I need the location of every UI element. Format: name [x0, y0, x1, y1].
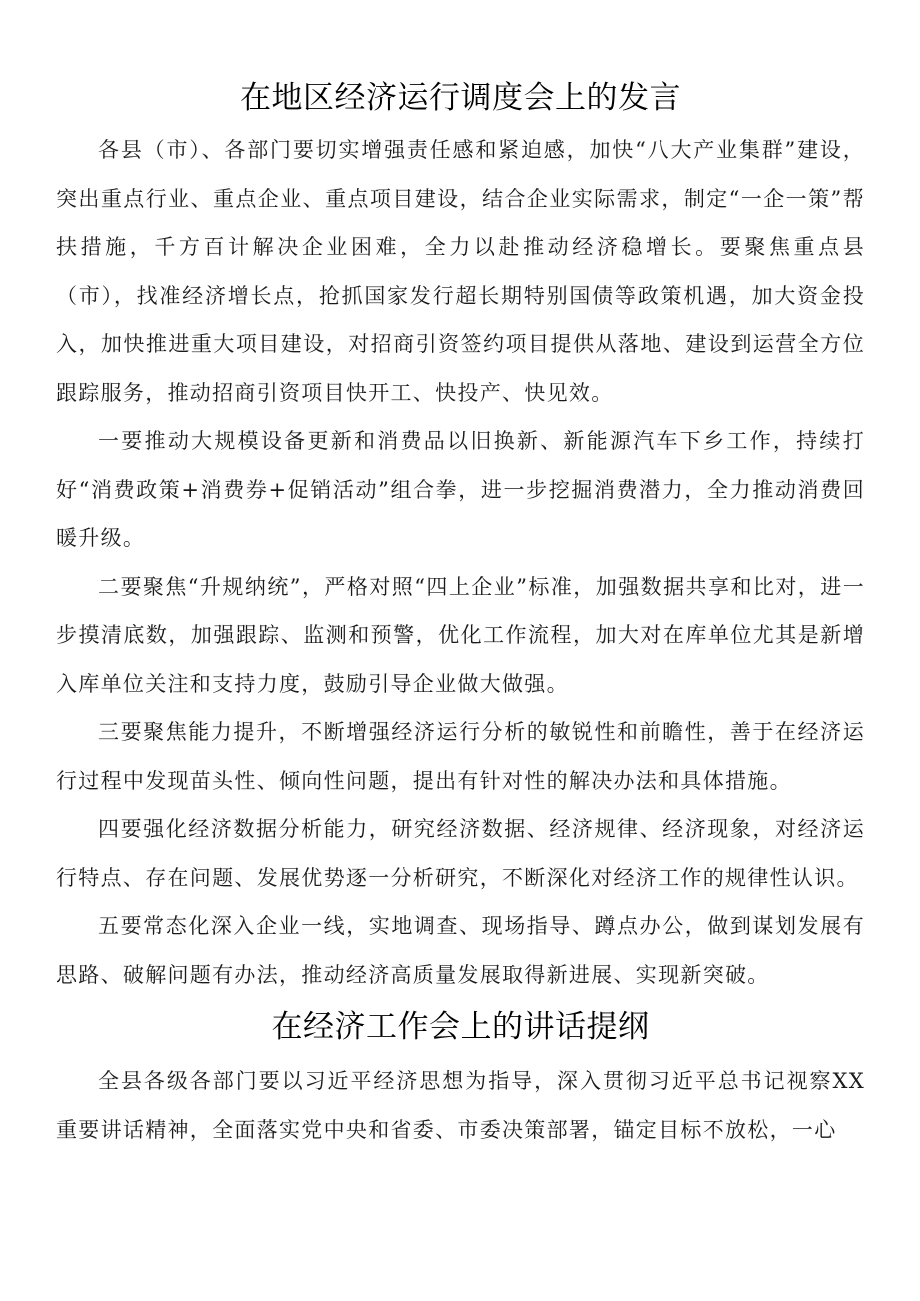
paragraph: 四要强化经济数据分析能力，研究经济数据、经济规律、经济现象，对经济运行特点、存在问题、发展优势逐一分析研究，不断深化对经济工作的规律性认识。	[56, 817, 865, 890]
paragraph: 三要聚焦能力提升，不断增强经济运行分析的敏锐性和前瞻性，善于在经济运行过程中发现苗头性、倾向性问题，提出有针对性的解决办法和具体措施。	[56, 720, 865, 793]
paragraph: 各县（市）、各部门要切实增强责任感和紧迫感，加快“八大产业集群”建设，突出重点行业、重点企业、重点项目建设，结合企业实际需求，制定“一企一策”帮扶措施，千方百计解决企业困难，全力以赴推动经济稳增长。要聚焦重点县（市），找准经济增长点，抢抓国家发行超长期特别国债等政策机遇，加大资金投入，加快推进重大项目建设，对招商引资签约项目提供从落地、建设到运营全方位跟踪服务，推动招商引资项目快开工、快投产、快见效。	[56, 138, 865, 405]
paragraph: 二要聚焦“升规纳统”，严格对照“四上企业”标准，加强数据共享和比对，进一步摸清底数，加强跟踪、监测和预警，优化工作流程，加大对在库单位尤其是新增入库单位关注和支持力度，鼓励引导企业做大做强。	[56, 574, 865, 696]
paragraph: 一要推动大规模设备更新和消费品以旧换新、新能源汽车下乡工作，持续打好“消费政策+消费券+促销活动”组合拳，进一步挖掘消费潜力，全力推动消费回暖升级。	[56, 429, 865, 550]
paragraph: 五要常态化深入企业一线，实地调查、现场指导、蹲点办公，做到谋划发展有思路、破解问题有办法，推动经济高质量发展取得新进展、实现新突破。	[56, 914, 865, 987]
paragraph: 全县各级各部门要以习近平经济思想为指导，深入贯彻习近平总书记视察XX重要讲话精神，全面落实党中央和省委、市委决策部署，锚定目标不放松，一心	[56, 1069, 865, 1142]
section-title: 在经济工作会上的讲话提纲	[271, 1009, 650, 1045]
section-title: 在地区经济运行调度会上的发言	[240, 80, 681, 116]
